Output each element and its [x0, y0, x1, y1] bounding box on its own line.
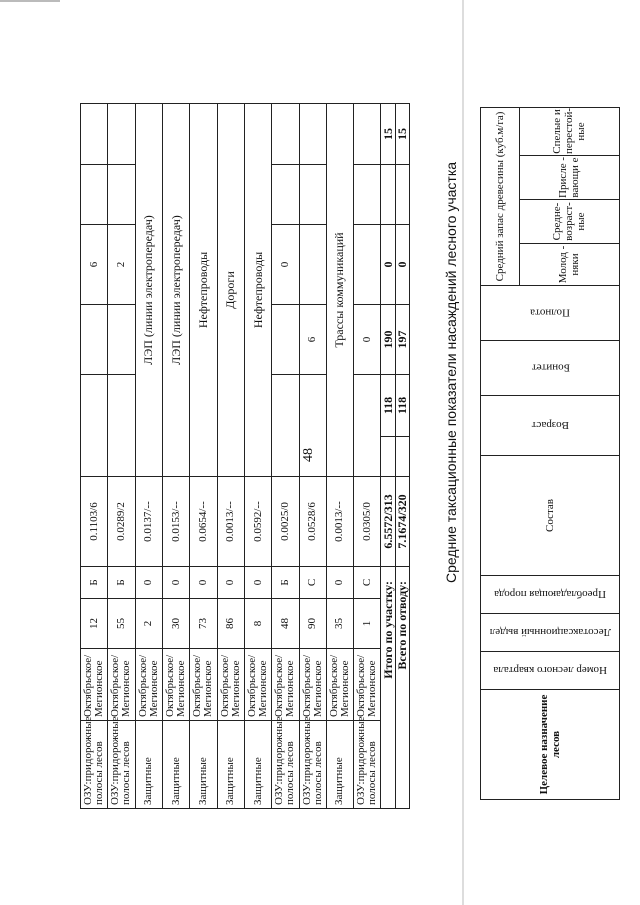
empty-cell [381, 165, 395, 225]
table-row [81, 104, 108, 809]
quarter-cell: 86 [217, 599, 244, 649]
value-cell [354, 104, 381, 165]
value-cell: 6 [299, 305, 326, 375]
value-cell [108, 375, 135, 477]
value-cell [81, 165, 108, 225]
category-cell: 0 [244, 567, 271, 599]
total-value: 15 [381, 104, 395, 165]
purpose-cell: ОЗУ:придорожные полосы лесов [108, 721, 135, 809]
purpose-cell: Защитные [135, 721, 162, 809]
page-number: 48 [301, 448, 316, 462]
purpose-cell: ОЗУ:придорожные полосы лесов [272, 721, 299, 809]
total-value: 0 [395, 225, 409, 305]
forestry-cell: Октябрьское/ Мегионское [81, 649, 108, 721]
forestry-cell: Октябрьское/ Мегионское [272, 649, 299, 721]
area-cell: 0.0305/0 [354, 477, 381, 567]
value-cell [108, 104, 135, 165]
area-cell: 0.0013/-- [217, 477, 244, 567]
purpose-cell: Защитные [190, 721, 217, 809]
note-cell: ЛЭП (линии электропередач) [135, 104, 162, 477]
forestry-cell: Октябрьское/ Мегионское [244, 649, 271, 721]
header-density: Полнота [481, 286, 620, 341]
purpose-cell: Защитные [217, 721, 244, 809]
upper-table-wrapper [80, 104, 410, 809]
table-row [272, 104, 299, 809]
forestry-cell: Октябрьское/ Мегионское [135, 649, 162, 721]
forestry-cell: Октябрьское/ Мегионское [217, 649, 244, 721]
value-cell [81, 305, 108, 375]
header-mature: Спелые и перестой- ные [519, 107, 619, 155]
value-cell [272, 104, 299, 165]
scan-artifact [462, 0, 464, 905]
purpose-cell: ОЗУ:придорожные полосы лесов [81, 721, 108, 809]
total-value: 190 [381, 305, 395, 375]
header-age: Возраст [481, 396, 620, 456]
header-ripening: Присле - вающи е [519, 156, 619, 200]
header-young: Молод - няки [519, 244, 619, 286]
empty-cell [395, 165, 409, 225]
quarter-cell: 12 [81, 599, 108, 649]
value-cell [108, 305, 135, 375]
value-cell [299, 225, 326, 305]
purpose-cell: Защитные [244, 721, 271, 809]
area-cell: 0.0528/6 [299, 477, 326, 567]
scan-artifact [0, 0, 60, 2]
category-cell: 0 [217, 567, 244, 599]
header-middle: Средне- возраст- ные [519, 200, 619, 244]
total-value: 197 [395, 305, 409, 375]
area-cell: 0.0592/-- [244, 477, 271, 567]
note-cell: Трассы коммуникаций [326, 104, 353, 477]
value-cell: 0 [272, 225, 299, 305]
forestry-cell: Октябрьское/ Мегионское [326, 649, 353, 721]
header-composition: Состав [481, 456, 620, 576]
value-cell: 2 [108, 225, 135, 305]
category-cell: 0 [162, 567, 189, 599]
table-row [108, 104, 135, 809]
header-species: Преобладающая порода [481, 576, 620, 614]
category-cell: Б [272, 567, 299, 599]
value-cell [272, 375, 299, 477]
taxation-table [480, 107, 620, 800]
area-cell: 0.0654/-- [190, 477, 217, 567]
value-cell: 6 [81, 225, 108, 305]
value-cell [354, 165, 381, 225]
area-cell: 0.1103/6 [81, 477, 108, 567]
category-cell: 0 [135, 567, 162, 599]
header-purpose: Целевое назначение лесов [481, 690, 620, 800]
quarter-cell: 30 [162, 599, 189, 649]
lower-table-wrapper [480, 108, 620, 800]
forestry-cell: Октябрьское/ Мегионское [108, 649, 135, 721]
area-cell: 0.0289/2 [108, 477, 135, 567]
quarter-cell: 73 [190, 599, 217, 649]
purpose-cell: Защитные [326, 721, 353, 809]
category-cell: Б [108, 567, 135, 599]
quarter-cell: 2 [135, 599, 162, 649]
total-value: 118 [381, 375, 395, 437]
forestry-cell: Октябрьское/ Мегионское [190, 649, 217, 721]
header-quarter: Номер лесного квартала [481, 652, 620, 690]
table-row [326, 104, 353, 809]
quarter-cell: 48 [272, 599, 299, 649]
forestry-cell: Октябрьское/ Мегионское [162, 649, 189, 721]
total-label: Итого по участку: [381, 567, 395, 809]
empty-cell [395, 437, 409, 477]
quarter-cell: 55 [108, 599, 135, 649]
total-area: 7.1674/320 [395, 477, 409, 567]
header-stock: Средний запас древесины (куб.м/га) [481, 107, 520, 285]
table-row [135, 104, 162, 809]
forestry-cell: Октябрьское/ Мегионское [354, 649, 381, 721]
total-area: 6.5572/313 [381, 477, 395, 567]
value-cell [299, 104, 326, 165]
value-cell [299, 375, 326, 477]
table-row [162, 104, 189, 809]
total-value: 0 [381, 225, 395, 305]
table-row [354, 104, 381, 809]
note-cell: Дороги [217, 104, 244, 477]
table-row [299, 104, 326, 809]
quarter-cell: 90 [299, 599, 326, 649]
table-row [217, 104, 244, 809]
purpose-cell: Защитные [162, 721, 189, 809]
value-cell [81, 375, 108, 477]
total-allotment-row [395, 104, 409, 809]
area-cell: 0.0137/-- [135, 477, 162, 567]
table-row [190, 104, 217, 809]
total-site-row [381, 104, 395, 809]
quarter-cell: 1 [354, 599, 381, 649]
category-cell: 0 [326, 567, 353, 599]
value-cell [108, 165, 135, 225]
category-cell: 0 [190, 567, 217, 599]
note-cell: Нефтепроводы [190, 104, 217, 477]
value-cell [81, 104, 108, 165]
category-cell: С [354, 567, 381, 599]
table-row [244, 104, 271, 809]
area-cell: 0.0153/-- [162, 477, 189, 567]
forestry-cell: Октябрьское/ Мегионское [299, 649, 326, 721]
value-cell [299, 165, 326, 225]
purpose-cell: ОЗУ:придорожные полосы лесов [354, 721, 381, 809]
value-cell [272, 165, 299, 225]
total-label: Всего по отводу: [395, 567, 409, 809]
value-cell [354, 375, 381, 477]
value-cell: 0 [354, 305, 381, 375]
note-cell: ЛЭП (линии электропередач) [162, 104, 189, 477]
note-cell: Нефтепроводы [244, 104, 271, 477]
total-value: 15 [395, 104, 409, 165]
empty-cell [381, 437, 395, 477]
category-cell: Б [81, 567, 108, 599]
value-cell [354, 225, 381, 305]
value-cell [272, 305, 299, 375]
area-cell: 0.0013/-- [326, 477, 353, 567]
category-cell: С [299, 567, 326, 599]
quarter-cell: 8 [244, 599, 271, 649]
header-allotment: Лесотаксационный выдел [481, 614, 620, 652]
total-value: 118 [395, 375, 409, 437]
quarter-cell: 35 [326, 599, 353, 649]
allotment-table [80, 103, 410, 809]
header-bonitet: Бонитет [481, 341, 620, 396]
purpose-cell: ОЗУ:придорожные полосы лесов [299, 721, 326, 809]
area-cell: 0.0025/0 [272, 477, 299, 567]
